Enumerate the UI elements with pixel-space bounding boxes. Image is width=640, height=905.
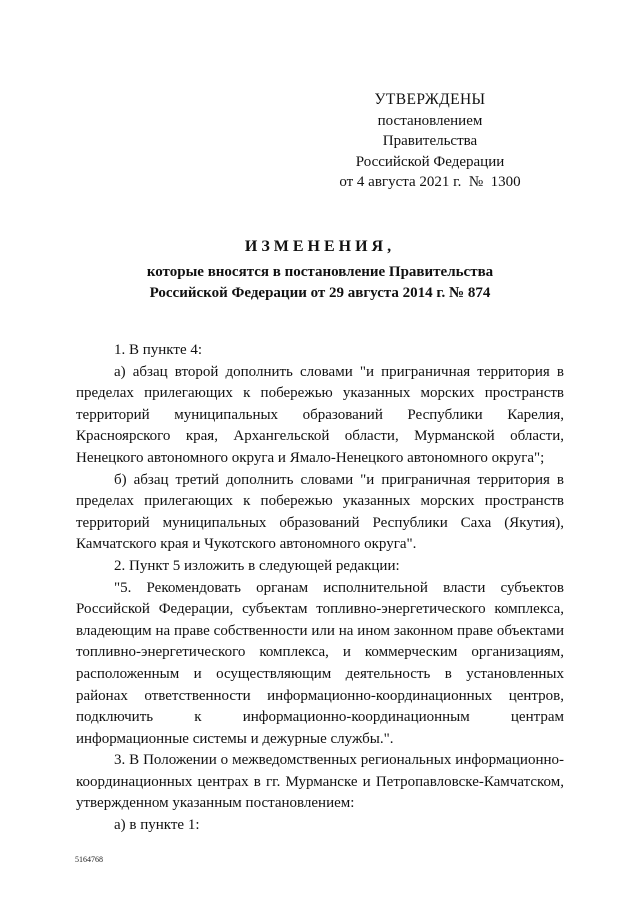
paragraph-1: 1. В пункте 4: bbox=[114, 342, 203, 358]
paragraph-2: а) абзац второй дополнить словами "и приграничная территория в пределах прилегающих к побережью указанных морских пространств территорий муниципальных образований Республики Карелия, Красноярского края, Архангельской области, Мурманской области, Ненецкого автономного округа и Ямало-Ненецкого автономного округа"; bbox=[76, 363, 564, 466]
document-code: 5164768 bbox=[75, 855, 103, 864]
paragraph-7: а) в пункте 1: bbox=[114, 817, 200, 834]
paragraph-3: б) абзац третий дополнить словами "и приграничная территория в пределах прилегающих к побережью указанных морских пространств территорий муниципальных образований Республики Саха (Якутия), Камчатского края и Чукотского автономного округа". bbox=[76, 471, 564, 553]
document-body bbox=[76, 340, 564, 837]
approval-line-4: от 4 августа 2021 г. № 1300 bbox=[339, 174, 521, 190]
subtitle-line-1: которые вносятся в постановление Правительства bbox=[146, 264, 494, 280]
approval-block bbox=[330, 90, 530, 193]
paragraph-5: "5. Рекомендовать органам исполнительной власти субъектов Российской Федерации, субъектам топливно-энергетического комплекса, владеющим на праве собственности или на ином законном праве объектами топливно-энергетического комплекса, и коммерческим организациям, расположенным и осуществляющим деятельность в установленных районах ответственности информационно-координационных центров, подключить к информационно-координационным центрам информационные системы и дежурные службы.". bbox=[76, 579, 564, 747]
approval-heading: УТВЕРЖДЕНЫ bbox=[374, 91, 486, 108]
paragraph-6: 3. В Положении о межведомственных региональных информационно-координационных центрах в гг. Мурманске и Петропавловске-Камчатском, утвержденном указанным постановлением: bbox=[76, 752, 564, 812]
approval-line-2: постановлением Правительства bbox=[377, 112, 483, 149]
subtitle-line-2: Российской Федерации от 29 августа 2014 г. № 874 bbox=[149, 285, 491, 301]
document-subtitle bbox=[0, 262, 640, 304]
paragraph-4: 2. Пункт 5 изложить в следующей редакции: bbox=[114, 557, 400, 574]
approval-line-3: Российской Федерации bbox=[355, 153, 505, 170]
document-title: ИЗМЕНЕНИЯ, bbox=[244, 238, 396, 255]
